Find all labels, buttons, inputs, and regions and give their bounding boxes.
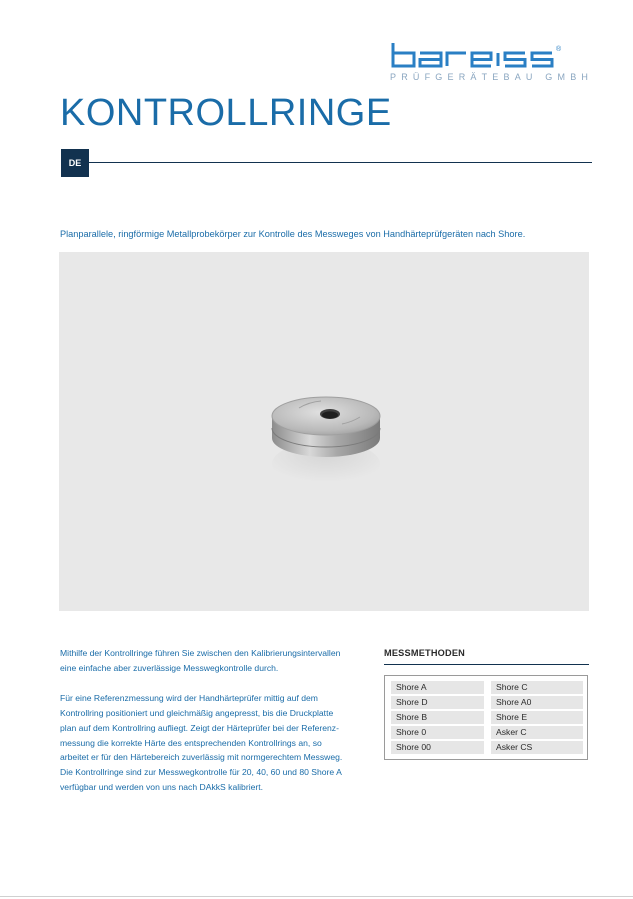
method-cell: Shore E (491, 711, 583, 724)
brand-subtitle: PRÜFGERÄTEBAU GMBH (390, 72, 594, 82)
methods-table (384, 675, 588, 760)
page-title: KONTROLLRINGE (60, 92, 392, 134)
paragraph-2: Für eine Referenzmessung wird der Handhärteprüfer mittig auf dem Kontrollring positioniert und gleichmäßig angepresst, bis die Druckplatte plan auf dem Kontrollring aufliegt. Zeigt der Härteprüfer bei der Referenz- messung die korrekte Härte des entsprechenden Kontrollrings an, so arbeitet er für den Härtebereich zuverlässig mit normgerechtem Messweg. Die Kontrollringe sind zur Messwegkontrolle für 20, 40, 60 und 80 Shore A verfügbar und werden von uns nach DAkkS kalibriert. (60, 692, 343, 793)
methods-divider (384, 664, 589, 665)
methods-heading: MESSMETHODEN (384, 648, 466, 658)
header-divider (89, 162, 592, 163)
description-text (60, 646, 370, 810)
brand-logo (390, 42, 602, 86)
language-badge[interactable]: DE (61, 149, 89, 177)
footer-divider (0, 896, 633, 897)
product-photo (59, 252, 589, 611)
method-cell: Shore B (391, 711, 484, 724)
method-cell: Shore 00 (391, 741, 484, 754)
method-cell: Asker CS (491, 741, 583, 754)
method-cell: Shore A (391, 681, 484, 694)
bareiss-wordmark (390, 42, 602, 70)
intro-text: Planparallele, ringförmige Metallprobekörper zur Kontrolle des Messweges von Handhärteprüfgeräten nach Shore. (60, 229, 526, 239)
method-cell: Asker C (491, 726, 583, 739)
method-cell: Shore A0 (491, 696, 583, 709)
paragraph-1: Mithilfe der Kontrollringe führen Sie zwischen den Kalibrierungsintervallen eine einfache aber zuverlässige Messwegkontrolle durch. (60, 648, 341, 673)
method-cell: Shore 0 (391, 726, 484, 739)
svg-text:®: ® (556, 46, 562, 53)
control-ring-image (59, 252, 589, 611)
method-cell: Shore C (491, 681, 583, 694)
method-cell: Shore D (391, 696, 484, 709)
